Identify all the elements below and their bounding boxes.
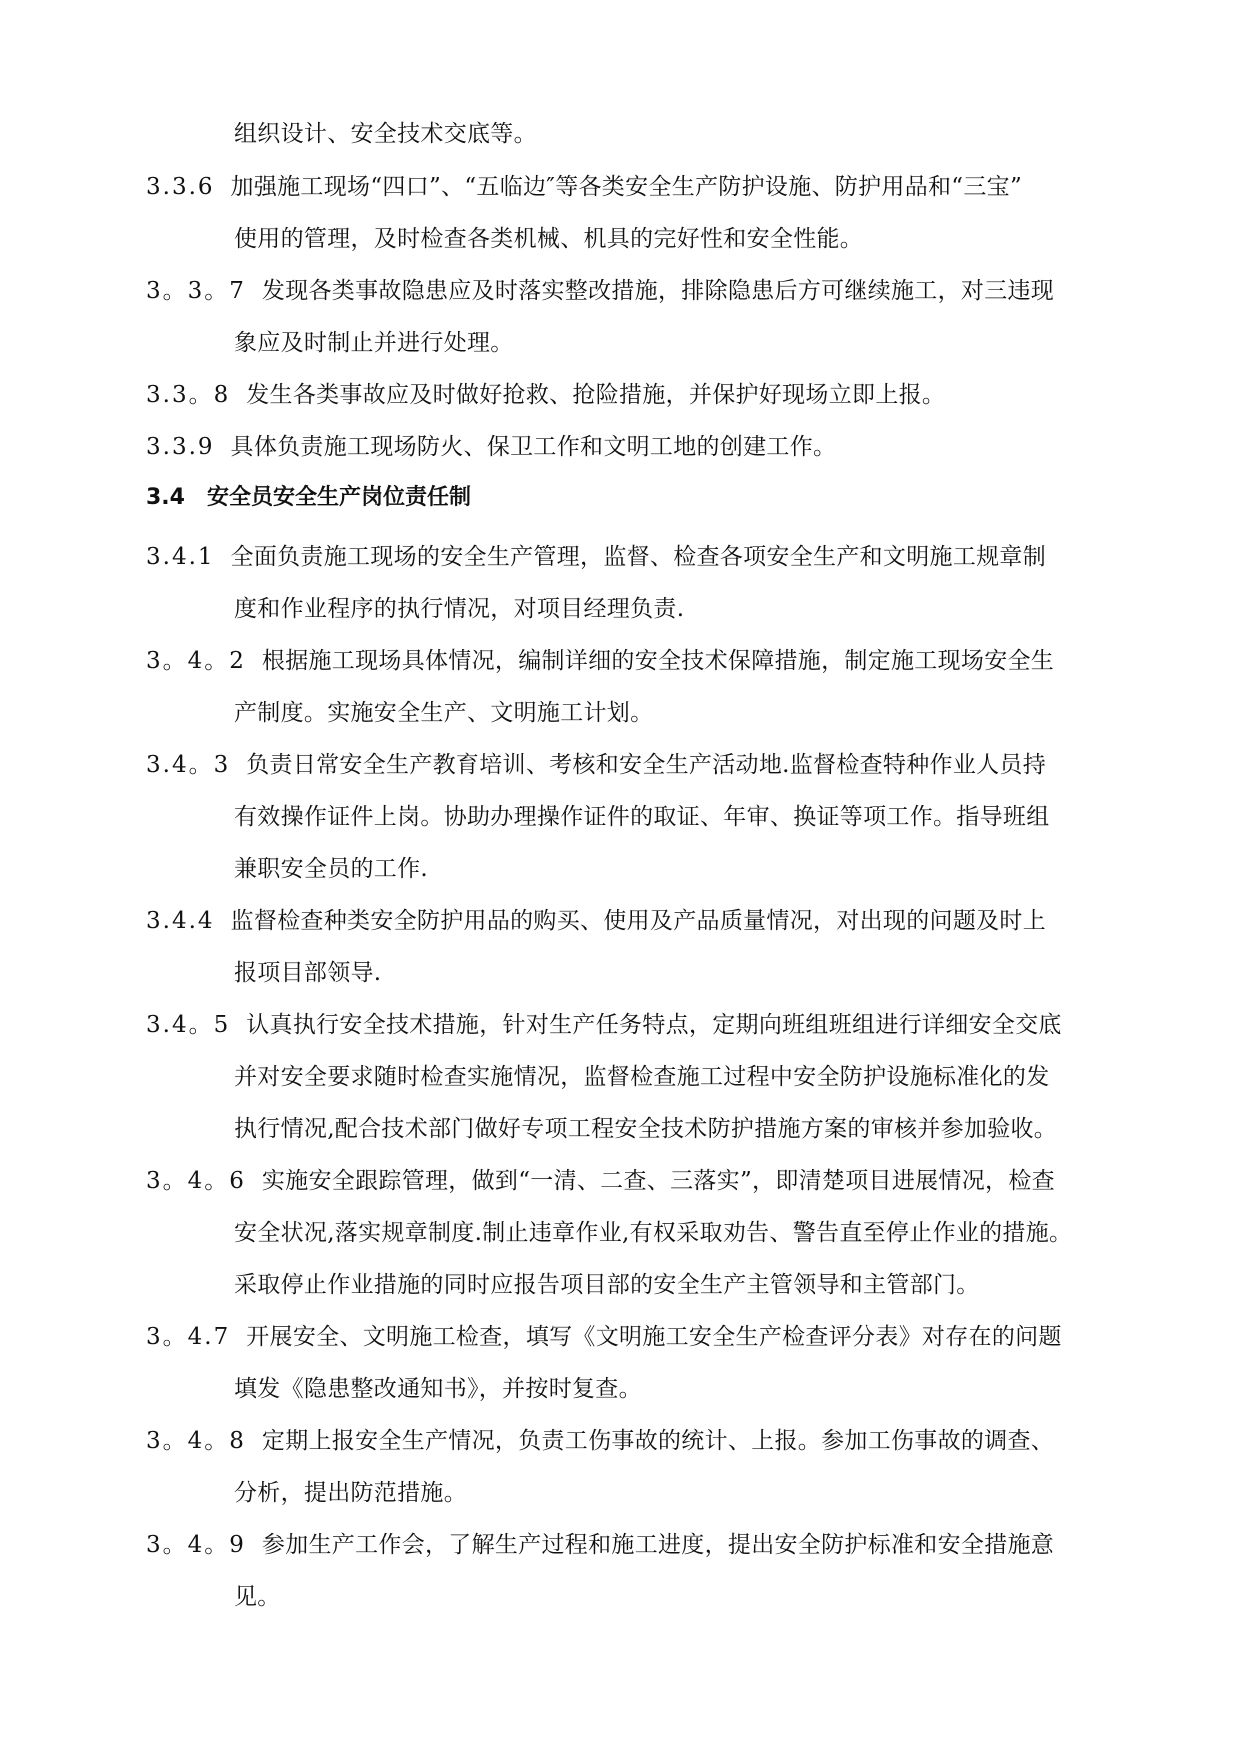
- clause-number: 3.4.4: [146, 908, 215, 934]
- line-text: 度和作业程序的执行情况，对项目经理负责.: [234, 596, 685, 622]
- paragraph-line: [234, 1581, 281, 1613]
- clause-number: 3。4。2: [146, 648, 246, 674]
- clause-number: 3。3。7: [146, 278, 246, 304]
- paragraph-line: [234, 1373, 642, 1405]
- clause-number: 3.4.1: [146, 544, 215, 570]
- section-number: 3.4: [146, 485, 185, 510]
- clause-3-4-4: [146, 905, 1046, 937]
- clause-text: 参加生产工作会，了解生产过程和施工进度，提出安全防护标准和安全措施意: [261, 1532, 1055, 1558]
- paragraph-line: [234, 853, 428, 885]
- section-title: 安全员安全生产岗位责任制: [206, 485, 471, 510]
- section-heading-3-4: [146, 482, 471, 514]
- paragraph-line: [234, 957, 381, 989]
- line-text: 采取停止作业措施的同时应报告项目部的安全生产主管领导和主管部门。: [234, 1272, 980, 1298]
- clause-3-4-8: [146, 1425, 1054, 1457]
- clause-number: 3.3.9: [146, 434, 215, 460]
- line-text: 使用的管理，及时检查各类机械、机具的完好性和安全性能。: [234, 226, 864, 252]
- clause-text: 发生各类事故应及时做好抢救、抢险措施，并保护好现场立即上报。: [246, 382, 946, 408]
- paragraph-line: [234, 327, 514, 359]
- line-text: 产制度。实施安全生产、文明施工计划。: [234, 700, 654, 726]
- clause-number: 3。4。6: [146, 1168, 246, 1194]
- line-text: 兼职安全员的工作.: [234, 856, 429, 882]
- line-text: 有效操作证件上岗。协助办理操作证件的取证、年审、换证等项工作。指导班组: [234, 804, 1050, 830]
- paragraph-line: [234, 1061, 1050, 1093]
- paragraph-line: [234, 223, 863, 255]
- paragraph-line: [234, 1269, 980, 1301]
- line-text: 组织设计、安全技术交底等。: [234, 121, 537, 147]
- paragraph-line: [234, 801, 1050, 833]
- line-text: 填发《隐患整改通知书》，并按时复查。: [234, 1376, 642, 1402]
- clause-number: 3。4.7: [146, 1324, 231, 1350]
- line-text: 报项目部领导.: [234, 960, 382, 986]
- line-text: 分析，提出防范措施。: [234, 1480, 467, 1506]
- clause-text: 负责日常安全生产教育培训、考核和安全生产活动地.监督检查特种作业人员持: [246, 752, 1047, 778]
- clause-text: 加强施工现场“四口”、“五临边″等各类安全生产防护设施、防护用品和“三宝”: [230, 174, 1023, 200]
- clause-number: 3。4。9: [146, 1532, 246, 1558]
- clause-text: 定期上报安全生产情况，负责工伤事故的统计、上报。参加工伤事故的调查、: [261, 1428, 1055, 1454]
- clause-3-3-9: [146, 431, 836, 463]
- clause-3-4-1: [146, 541, 1046, 573]
- clause-text: 开展安全、文明施工检查，填写《文明施工安全生产检查评分表》对存在的问题: [246, 1324, 1062, 1350]
- paragraph-line: [234, 118, 537, 150]
- paragraph-line: [234, 1217, 1072, 1249]
- clause-text: 监督检查种类安全防护用品的购买、使用及产品质量情况，对出现的问题及时上: [230, 908, 1047, 934]
- clause-3-4-5: [146, 1009, 1062, 1041]
- clause-3-3-7: [146, 275, 1054, 307]
- clause-number: 3.4。5: [146, 1012, 231, 1038]
- line-text: 象应及时制止并进行处理。: [234, 330, 514, 356]
- clause-3-4-9: [146, 1529, 1054, 1561]
- clause-text: 实施安全跟踪管理，做到“一清、二查、三落实”，即清楚项目进展情况，检查: [261, 1168, 1055, 1194]
- clause-3-4-7: [146, 1321, 1062, 1353]
- paragraph-line: [234, 1113, 1057, 1145]
- clause-number: 3.3.6: [146, 174, 215, 200]
- clause-number: 3。4。8: [146, 1428, 246, 1454]
- clause-text: 具体负责施工现场防火、保卫工作和文明工地的创建工作。: [230, 434, 837, 460]
- clause-text: 根据施工现场具体情况，编制详细的安全技术保障措施，制定施工现场安全生: [261, 648, 1055, 674]
- clause-text: 全面负责施工现场的安全生产管理，监督、检查各项安全生产和文明施工规章制: [230, 544, 1047, 570]
- line-text: 见。: [234, 1584, 281, 1610]
- clause-number: 3.4。3: [146, 752, 231, 778]
- clause-number: 3.3。8: [146, 382, 231, 408]
- clause-3-4-6: [146, 1165, 1055, 1197]
- clause-text: 认真执行安全技术措施，针对生产任务特点，定期向班组班组进行详细安全交底: [246, 1012, 1062, 1038]
- paragraph-line: [234, 697, 653, 729]
- line-text: 执行情况,配合技术部门做好专项工程安全技术防护措施方案的审核并参加验收。: [234, 1116, 1058, 1142]
- clause-text: 发现各类事故隐患应及时落实整改措施，排除隐患后方可继续施工，对三违现: [261, 278, 1055, 304]
- clause-3-3-6: [146, 171, 1022, 203]
- paragraph-line: [234, 593, 684, 625]
- clause-3-3-8: [146, 379, 945, 411]
- clause-3-4-2: [146, 645, 1054, 677]
- paragraph-line: [234, 1477, 467, 1509]
- line-text: 并对安全要求随时检查实施情况，监督检查施工过程中安全防护设施标准化的发: [234, 1064, 1050, 1090]
- clause-3-4-3: [146, 749, 1046, 781]
- line-text: 安全状况,落实规章制度.制止违章作业,有权采取劝告、警告直至停止作业的措施。: [234, 1220, 1073, 1246]
